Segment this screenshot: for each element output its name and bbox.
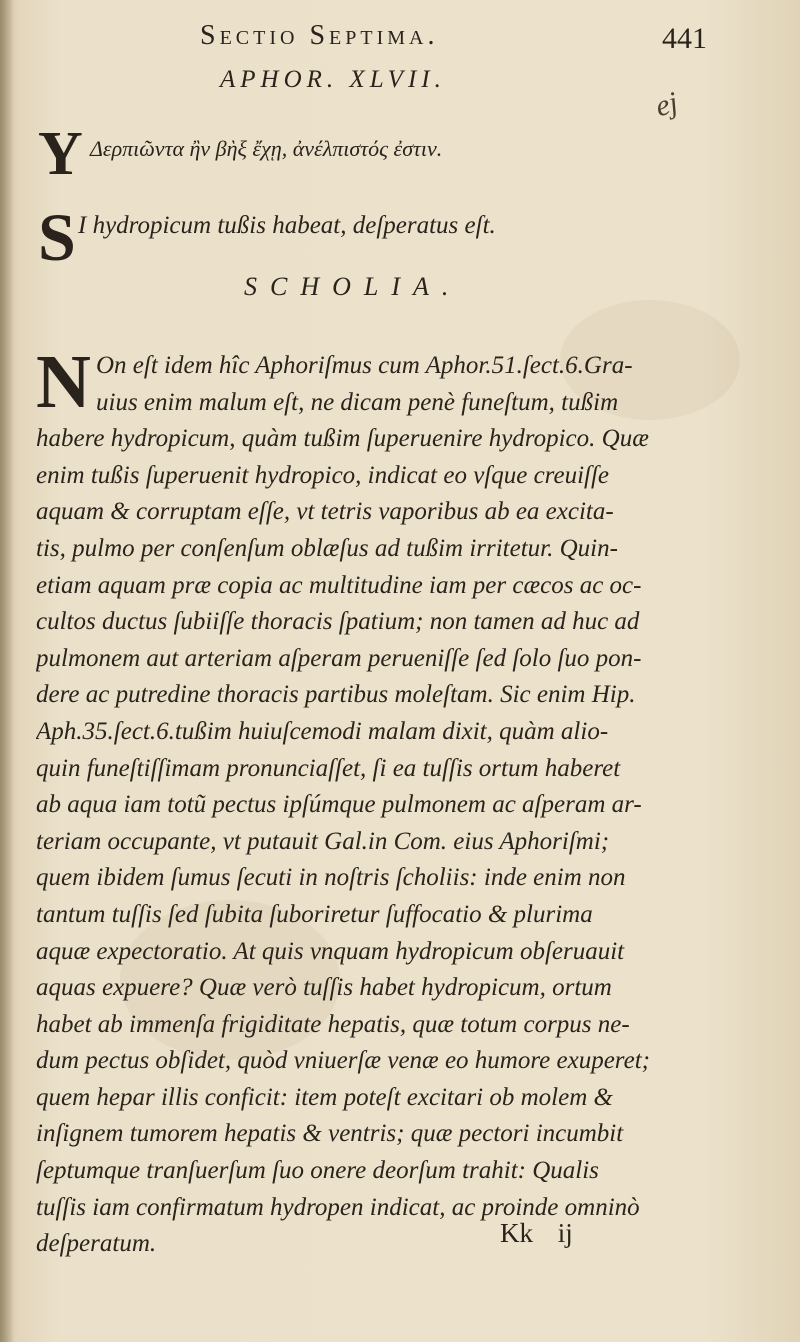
text-line: aquas expuere? Quæ verò tuſſis habet hydropicum, ortum: [36, 974, 612, 1002]
text-line: quem ibidem ſumus ſecuti in noſtris ſcholiis: inde enim non: [36, 864, 626, 892]
text-line: aquam & corruptam eſſe, vt tetris vaporibus ab ea excita-: [36, 498, 614, 526]
text-line: inſignem tumorem hepatis & ventris; quæ pectori incumbit: [36, 1120, 624, 1148]
drop-cap-s: S: [38, 199, 76, 275]
gutter-shadow: [0, 0, 14, 1342]
drop-cap-n: N: [36, 340, 91, 424]
margin-annotation: ej: [651, 85, 682, 124]
text-line: ab aqua iam totũ pectus ipſúmque pulmonem ac aſperam ar-: [36, 791, 642, 819]
text-line: On eſt idem hîc Aphoriſmus cum Aphor.51.ſect.6.Gra-: [96, 352, 633, 379]
text-line: habet ab immenſa frigiditate hepatis, quæ totum corpus ne-: [36, 1010, 630, 1038]
scholia-heading: SCHOLIA.: [244, 272, 462, 301]
drop-cap-y: Y: [38, 120, 83, 188]
text-line: dum pectus obſidet, quòd vniuerſæ venæ eo humore exuperet;: [36, 1047, 650, 1075]
text-line: tis, pulmo per conſenſum oblæſus ad tußim irritetur. Quin-: [36, 534, 618, 562]
text-line: deſperatum.: [36, 1230, 157, 1258]
text-line: aquæ expectoratio. At quis vnquam hydropicum obſeruauit: [36, 937, 625, 965]
text-line: tantum tuſſis ſed ſubita ſuboriretur ſuffocatio & plurima: [36, 900, 593, 928]
text-line: teriam occupante, vt putauit Gal.in Com. eius Aphoriſmi;: [36, 827, 610, 855]
text-line: tuſſis iam confirmatum hydropen indicat, ac proinde omninò: [36, 1193, 640, 1221]
text-line: enim tußis ſuperuenit hydropico, indicat eo vſque creuiſſe: [36, 461, 610, 489]
latin-aphorism: [38, 199, 678, 276]
text-line: quem hepar illis conficit: item poteſt excitari ob molem &: [36, 1083, 613, 1111]
text-line: cultos ductus ſubiiſſe thoracis ſpatium; non tamen ad huc ad: [36, 608, 640, 636]
text-line: etiam aquam præ copia ac multitudine iam per cæcos ac oc-: [36, 571, 642, 599]
aphorism-heading: APHOR. XLVII.: [220, 66, 446, 93]
running-head: Sectio Septima.: [200, 20, 439, 51]
text-line: pulmonem aut arteriam aſperam perueniſſe ſed ſolo ſuo pon-: [36, 644, 642, 672]
commentary-body: [36, 348, 740, 1263]
signature-mark: Kk ij: [500, 1218, 573, 1248]
latin-aphorism-text: I hydropicum tußis habeat, deſperatus eſt.: [78, 212, 496, 239]
text-line: uius enim malum eſt, ne dicam penè funeſtum, tußim: [96, 388, 619, 416]
text-line: habere hydropicum, quàm tußim ſuperuenire hydropico. Quæ: [36, 425, 649, 453]
greek-aphorism-text: Δερπιῶντα ἢν βὴξ ἔχῃ, ἀνέλπιστός ἐστιν.: [90, 136, 443, 161]
text-line: dere ac putredine thoracis partibus moleſtam. Sic enim Hip.: [36, 681, 636, 709]
page-number: 441: [662, 22, 707, 55]
greek-aphorism: [38, 120, 678, 188]
text-line: Aph.35.ſect.6.tußim huiuſcemodi malam dixit, quàm alio-: [36, 717, 609, 745]
text-line: quin funeſtiſſimam pronunciaſſet, ſi ea tuſſis ortum haberet: [36, 754, 621, 782]
text-line: ſeptumque tranſuerſum ſuo onere deorſum trahit: Qualis: [36, 1157, 599, 1185]
